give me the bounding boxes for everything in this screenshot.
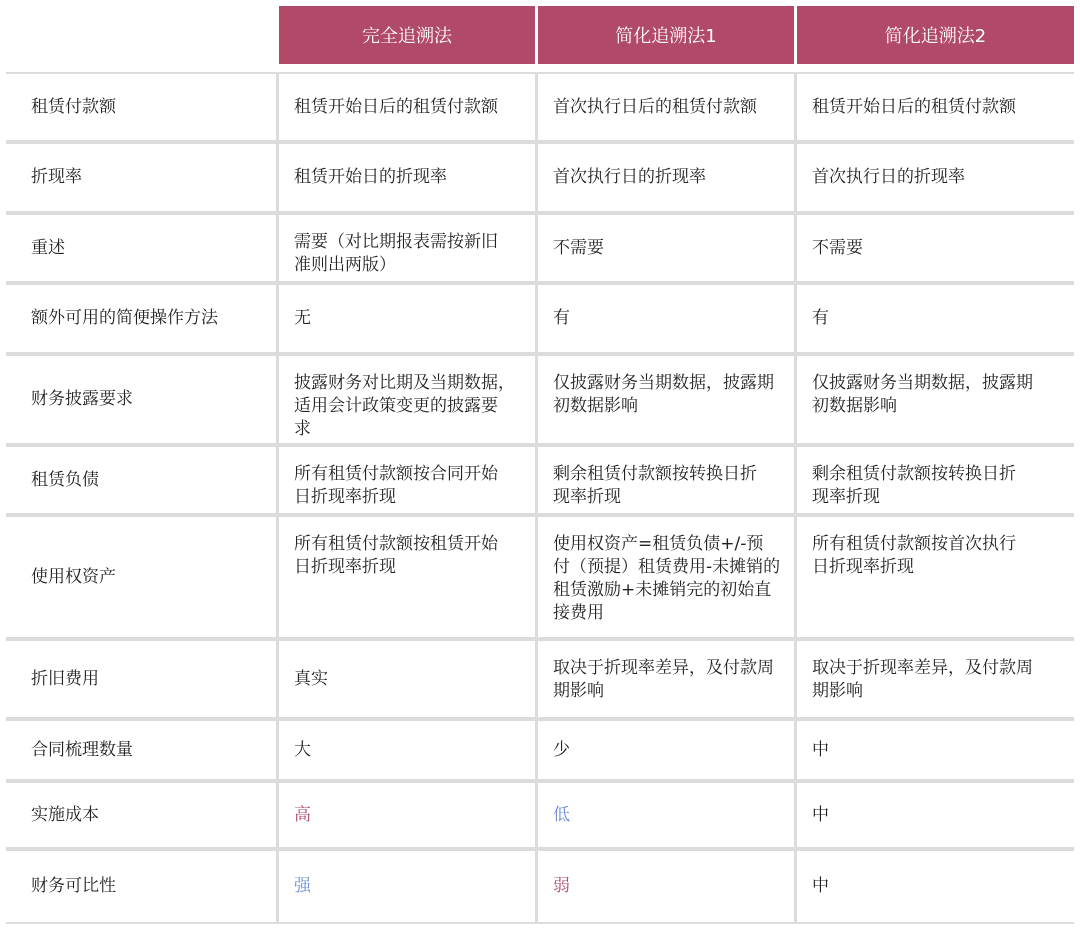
row-label: 实施成本 bbox=[31, 804, 99, 825]
table-cell bbox=[797, 851, 1074, 922]
header-cell-2: 简化追溯法1 bbox=[538, 6, 794, 64]
table-cell bbox=[279, 517, 535, 637]
cell-text: 仅披露财务当期数据，披露期 初数据影响 bbox=[812, 373, 1033, 416]
row-label: 使用权资产 bbox=[31, 566, 116, 587]
table-cell bbox=[279, 144, 535, 211]
cell-text: 所有租赁付款额按首次执行 日折现率折现 bbox=[812, 534, 1016, 577]
cell-text: 披露财务对比期及当期数据， 适用会计政策变更的披露要 求 bbox=[294, 373, 515, 439]
table-cell bbox=[797, 356, 1074, 443]
cell-text: 不需要 bbox=[553, 237, 604, 258]
table-cell bbox=[797, 517, 1074, 637]
table-cell bbox=[797, 215, 1074, 281]
table-cell bbox=[538, 721, 794, 779]
cell-text: 中 bbox=[812, 876, 829, 896]
row-label-cell bbox=[6, 721, 276, 779]
table-cell bbox=[279, 74, 535, 140]
cell-text: 强 bbox=[294, 876, 311, 896]
cell-text: 剩余租赁付款额按转换日折 现率折现 bbox=[812, 464, 1016, 507]
cell-text: 租赁开始日后的租赁付款额 bbox=[294, 96, 498, 117]
row-label-cell bbox=[6, 285, 276, 352]
row-label-cell bbox=[6, 74, 276, 140]
cell-text: 取决于折现率差异，及付款周 期影响 bbox=[812, 658, 1033, 701]
cell-text: 首次执行日的折现率 bbox=[812, 167, 965, 187]
cell-text: 需要（对比期报表需按新旧 准则出两版） bbox=[294, 232, 498, 275]
cell-text: 少 bbox=[553, 739, 570, 760]
cell-text: 仅披露财务当期数据，披露期 初数据影响 bbox=[553, 373, 774, 416]
table-body bbox=[6, 72, 1074, 924]
cell-text: 首次执行日后的租赁付款额 bbox=[553, 96, 757, 117]
row-label: 折旧费用 bbox=[31, 668, 99, 689]
cell-text: 取决于折现率差异，及付款周 期影响 bbox=[553, 658, 774, 701]
cell-text: 有 bbox=[812, 308, 829, 328]
table-cell bbox=[797, 721, 1074, 779]
table-cell bbox=[538, 641, 794, 717]
table-cell bbox=[797, 144, 1074, 211]
row-label-cell bbox=[6, 215, 276, 281]
header-cell-3: 简化追溯法2 bbox=[797, 6, 1074, 64]
table-cell bbox=[279, 356, 535, 443]
header-cell-1: 完全追溯法 bbox=[279, 6, 535, 64]
row-label-cell bbox=[6, 783, 276, 847]
cell-text: 弱 bbox=[553, 876, 570, 896]
cell-text: 无 bbox=[294, 308, 311, 328]
row-label: 财务披露要求 bbox=[31, 389, 133, 409]
row-label-cell bbox=[6, 144, 276, 211]
cell-text: 租赁开始日后的租赁付款额 bbox=[812, 96, 1016, 117]
table-cell bbox=[279, 851, 535, 922]
table-cell bbox=[797, 285, 1074, 352]
table-cell bbox=[797, 447, 1074, 513]
table-cell bbox=[538, 783, 794, 847]
cell-text: 使用权资产=租赁负债+/-预 付（预提）租赁费用-未摊销的 租赁激励+未摊销完的初始直 接费用 bbox=[553, 534, 781, 623]
cell-text: 有 bbox=[553, 308, 570, 328]
table-cell bbox=[279, 641, 535, 717]
table-cell bbox=[538, 356, 794, 443]
cell-text: 低 bbox=[553, 804, 570, 825]
table-cell bbox=[538, 517, 794, 637]
cell-text: 中 bbox=[812, 739, 829, 760]
cell-text: 所有租赁付款额按合同开始 日折现率折现 bbox=[294, 464, 498, 507]
table-cell bbox=[538, 74, 794, 140]
table-cell bbox=[797, 783, 1074, 847]
row-label-cell bbox=[6, 641, 276, 717]
table-cell bbox=[279, 783, 535, 847]
table-cell bbox=[797, 74, 1074, 140]
table-cell bbox=[279, 215, 535, 281]
table-cell bbox=[538, 851, 794, 922]
table-cell bbox=[279, 447, 535, 513]
table-cell bbox=[279, 285, 535, 352]
cell-text: 租赁开始日的折现率 bbox=[294, 167, 447, 187]
row-label: 租赁付款额 bbox=[31, 96, 116, 117]
cell-text: 不需要 bbox=[812, 237, 863, 258]
cell-text: 剩余租赁付款额按转换日折 现率折现 bbox=[553, 464, 757, 507]
row-label: 租赁负债 bbox=[31, 469, 99, 490]
row-label: 合同梳理数量 bbox=[31, 739, 133, 760]
row-label: 财务可比性 bbox=[31, 876, 116, 896]
table-cell bbox=[538, 144, 794, 211]
cell-text: 中 bbox=[812, 804, 829, 825]
row-label: 额外可用的简便操作方法 bbox=[31, 308, 218, 328]
table-cell bbox=[279, 721, 535, 779]
row-label: 折现率 bbox=[31, 167, 82, 187]
row-label-cell bbox=[6, 447, 276, 513]
cell-text: 首次执行日的折现率 bbox=[553, 167, 706, 187]
row-label-cell bbox=[6, 517, 276, 637]
cell-text: 大 bbox=[294, 739, 311, 760]
cell-text: 高 bbox=[294, 804, 311, 825]
row-label-cell bbox=[6, 851, 276, 922]
row-label-cell bbox=[6, 356, 276, 443]
cell-text: 真实 bbox=[294, 668, 328, 689]
row-label: 重述 bbox=[31, 237, 65, 258]
table-cell bbox=[797, 641, 1074, 717]
cell-text: 所有租赁付款额按租赁开始 日折现率折现 bbox=[294, 534, 498, 577]
table-cell bbox=[538, 285, 794, 352]
table-cell bbox=[538, 215, 794, 281]
table-cell bbox=[538, 447, 794, 513]
